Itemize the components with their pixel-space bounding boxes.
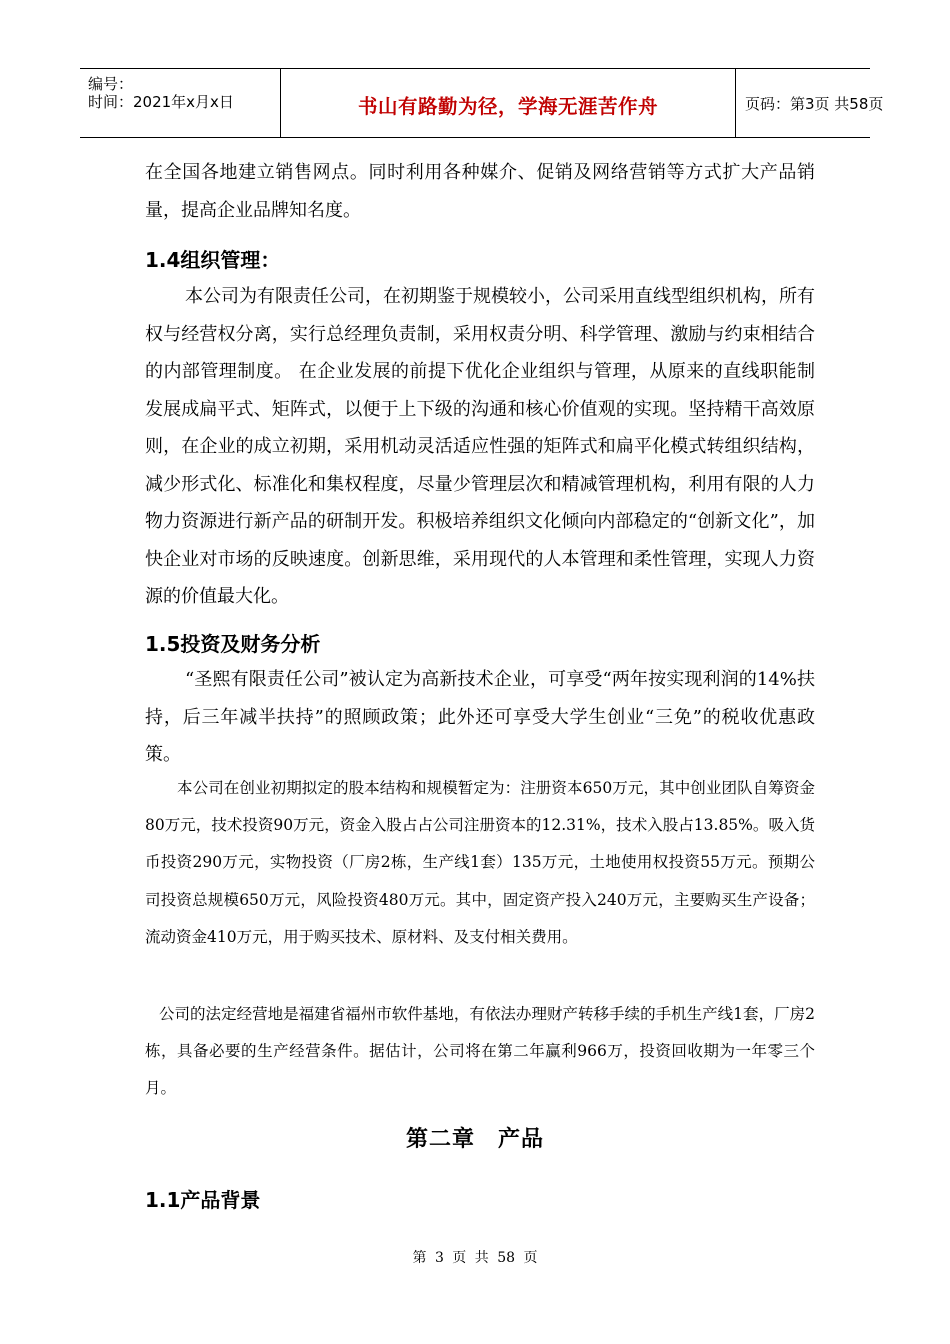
document-time-label: 时间：2021年x月x日 — [88, 93, 234, 111]
site-paragraph: 公司的法定经营地是福建省福州市软件基地，有依法办理财产转移手续的手机生产线1套，厂房2栋，具备必要的生产经营条件。据估计，公司将在第二年赢利966万，投资回收期为一年零三个月。 — [145, 1005, 815, 1098]
chapter-title: 第二章 产品 — [405, 1127, 544, 1152]
section-1-4 — [145, 244, 815, 273]
section-1-1 — [145, 1184, 815, 1213]
section-heading-organization: 1.4组织管理： — [145, 248, 281, 272]
header-page-info: 页码：第3页 共58页 — [745, 95, 884, 113]
document-number-label: 编号： — [88, 75, 134, 93]
header-motto: 书山有路勤为径，学海无涯苦作舟 — [357, 95, 658, 118]
section-heading-product-background: 1.1产品背景 — [145, 1188, 261, 1212]
intro-paragraph: 在全国各地建立销售网点。同时利用各种媒介、促销及网络营销等方式扩大产品销量，提高企业品牌知名度。 — [145, 162, 815, 221]
capital-paragraph-block — [145, 770, 815, 956]
policy-paragraph-block — [145, 661, 815, 774]
header-motto-cell — [281, 69, 736, 137]
org-paragraph-block — [145, 278, 815, 616]
section-1-5 — [145, 628, 815, 657]
page-footer: 第 3 页 共 58 页 — [412, 1250, 538, 1266]
document-header — [80, 68, 884, 138]
header-page-cell — [737, 69, 884, 137]
header-meta-cell — [80, 69, 281, 137]
organization-paragraph: 本公司为有限责任公司，在初期鉴于规模较小，公司采用直线型组织机构，所有权与经营权分离，实行总经理负责制，采用权责分明、科学管理、激励与约束相结合的内部管理制度。 在企业发展的前提下优化企业组织与管理，从原来的直线职能制发展成扁平式、矩阵式，以便于上下级的沟通和核心价值观的实现。坚持精干高效原则，在企业的成立初期，采用机动灵活适应性强的矩阵式和扁平化模式转组织结构，减少形式化、标准化和集权程度，尽量少管理层次和精减管理机构，利用有限的人力物力资源进行新产品的研制开发。积极培养组织文化倾向内部稳定的“创新文化”，加快企业对市场的反映速度。创新思维，采用现代的人本管理和柔性管理，实现人力资源的价值最大化。 — [145, 286, 815, 607]
site-paragraph-block — [145, 996, 815, 1108]
policy-paragraph: “圣熙有限责任公司”被认定为高新技术企业，可享受“两年按实现利润的14%扶持，后三年减半扶持”的照顾政策；此外还可享受大学生创业“三免”的税收优惠政策。 — [145, 669, 815, 765]
capital-paragraph: 本公司在创业初期拟定的股本结构和规模暂定为：注册资本650万元，其中创业团队自筹资金80万元，技术投资90万元，资金入股占占公司注册资本的12.31%，技术入股占13.85%。吸入货币投资290万元，实物投资（厂房2栋，生产线1套）135万元，土地使用权投资55万元。预期公司投资总规模650万元，风险投资480万元。其中，固定资产投入240万元，主要购买生产设备；流动资金410万元，用于购买技术、原材料、及支付相关费用。 — [145, 779, 815, 946]
intro-paragraph-block — [145, 154, 815, 229]
section-heading-investment: 1.5投资及财务分析 — [145, 632, 321, 656]
